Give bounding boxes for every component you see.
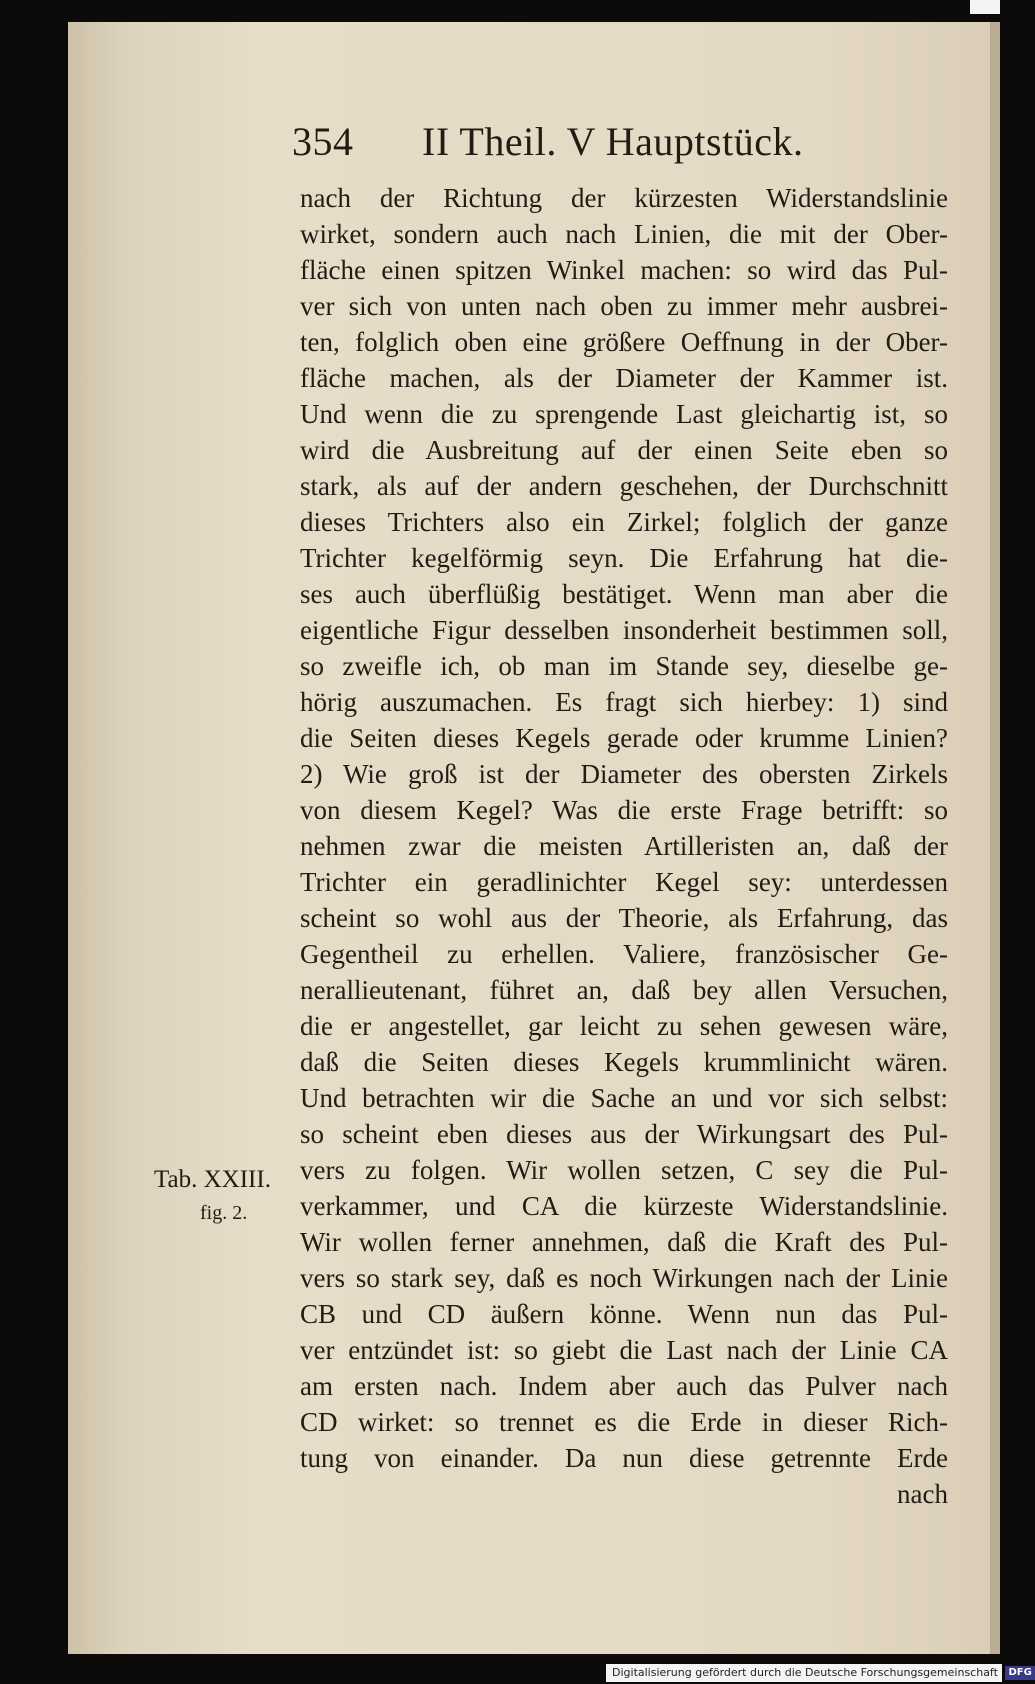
text-line: ses auch überflüßig bestätiget. Wenn man aber die	[300, 579, 948, 609]
page-edge	[990, 22, 1000, 1654]
digitization-credit	[606, 1664, 1032, 1682]
text-line: fläche machen, als der Diameter der Kammer ist.	[300, 363, 948, 393]
margin-note-figure: fig. 2.	[200, 1202, 248, 1224]
text-line: hörig auszumachen. Es fragt sich hierbey: 1) sind	[300, 687, 948, 717]
text-line: Und betrachten wir die Sache an und vor sich selbst:	[300, 1083, 948, 1113]
text-line: Und wenn die zu sprengende Last gleichartig ist, so	[300, 399, 948, 429]
text-line: ver entzündet ist: so giebt die Last nach der Linie CA	[300, 1335, 948, 1365]
text-line: vers zu folgen. Wir wollen setzen, C sey die Pul-	[300, 1155, 948, 1185]
text-line: daß die Seiten dieses Kegels krummlinicht wären.	[300, 1047, 948, 1077]
credit-text: Digitalisierung gefördert durch die Deutsche Forschungsgemeinschaft	[612, 1666, 998, 1679]
text-line: Gegentheil zu erhellen. Valiere, französischer Ge-	[300, 939, 948, 969]
corner-mark	[970, 0, 1000, 14]
text-line: so scheint eben dieses aus der Wirkungsart des Pul-	[300, 1119, 948, 1149]
text-line: vers so stark sey, daß es noch Wirkungen nach der Linie	[300, 1263, 948, 1293]
text-line: ver sich von unten nach oben zu immer mehr ausbrei-	[300, 291, 948, 321]
text-line: stark, als auf der andern geschehen, der Durchschnitt	[300, 471, 948, 501]
text-line: so zweifle ich, ob man im Stande sey, dieselbe ge-	[300, 651, 948, 681]
text-line: nach der Richtung der kürzesten Widerstandslinie	[300, 183, 948, 213]
text-line: tung von einander. Da nun diese getrennte Erde	[300, 1443, 948, 1473]
catchword: nach	[897, 1479, 948, 1509]
text-line: ten, folglich oben eine größere Oeffnung in der Ober-	[300, 327, 948, 357]
text-line: die er angestellet, gar leicht zu sehen gewesen wäre,	[300, 1011, 948, 1041]
text-line: eigentliche Figur desselben insonderheit bestimmen soll,	[300, 615, 948, 645]
page-number: 354	[292, 119, 354, 164]
text-line: 2) Wie groß ist der Diameter des obersten Zirkels	[300, 759, 948, 789]
text-line: CD wirket: so trennet es die Erde in dieser Rich-	[300, 1407, 948, 1437]
text-line: scheint so wohl aus der Theorie, als Erfahrung, das	[300, 903, 948, 933]
text-line: verkammer, und CA die kürzeste Widerstandslinie.	[300, 1191, 948, 1221]
text-line: nehmen zwar die meisten Artilleristen an, daß der	[300, 831, 948, 861]
text-line: wirket, sondern auch nach Linien, die mit der Ober-	[300, 219, 948, 249]
page-header	[292, 118, 832, 168]
text-line: CB und CD äußern könne. Wenn nun das Pul-	[300, 1299, 948, 1329]
text-line: fläche einen spitzen Winkel machen: so wird das Pul-	[300, 255, 948, 285]
text-line: die Seiten dieses Kegels gerade oder krumme Linien?	[300, 723, 948, 753]
text-line: Trichter ein geradlinichter Kegel sey: unterdessen	[300, 867, 948, 897]
dfg-logo: DFG	[1005, 1666, 1034, 1680]
text-line: Wir wollen ferner annehmen, daß die Kraft des Pul-	[300, 1227, 948, 1257]
body-text	[300, 180, 948, 1512]
text-line: nerallieutenant, führet an, daß bey allen Versuchen,	[300, 975, 948, 1005]
text-line: dieses Trichters also ein Zirkel; folglich der ganze	[300, 507, 948, 537]
text-line: am ersten nach. Indem aber auch das Pulver nach	[300, 1371, 948, 1401]
text-line: von diesem Kegel? Was die erste Frage betrifft: so	[300, 795, 948, 825]
text-line: wird die Ausbreitung auf der einen Seite eben so	[300, 435, 948, 465]
margin-note-table: Tab. XXIII.	[154, 1166, 271, 1193]
running-head: II Theil. V Hauptstück.	[422, 119, 804, 164]
text-line: Trichter kegelförmig seyn. Die Erfahrung hat die-	[300, 543, 948, 573]
